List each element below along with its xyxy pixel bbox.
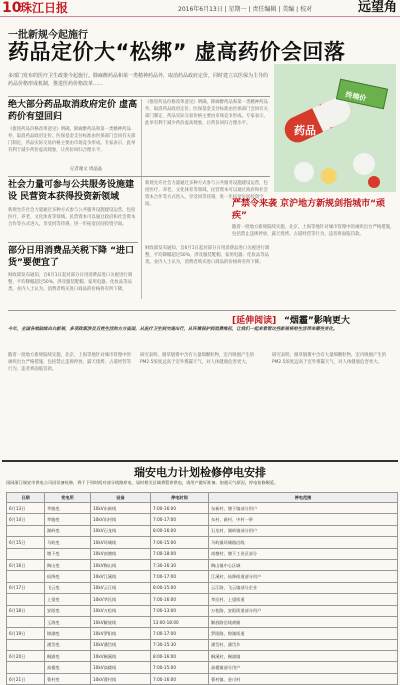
column-header: 设备	[91, 493, 151, 503]
table-cell: 10kV高楼线	[91, 662, 151, 673]
table-row	[7, 548, 398, 559]
table-cell	[7, 571, 45, 582]
table-cell: 湖岭变	[45, 525, 91, 536]
table-cell: 高楼变	[45, 662, 91, 673]
table-cell	[7, 662, 45, 673]
table-cell: 8:00-15:00	[151, 582, 209, 593]
table-cell: 10kV东新线	[91, 503, 151, 514]
table-cell: 仙降变	[45, 571, 91, 582]
table-cell: 上望变	[45, 594, 91, 605]
table-cell: 7:00-13:00	[151, 605, 209, 616]
table-cell: 飞云变	[45, 582, 91, 593]
table-cell: 7:00-16:00	[151, 673, 209, 684]
article-body-continued: 《推进药品价格改革意见》明确，除麻醉药品和第一类精神药品外，取消药品政府定价。医保基金支付标准由医保部门会同有关部门制定，药品实际交易价格主要由市场竞争形成。专家表示，此举有利于减少药价虚高现象，让药价回归合理水平。	[145, 100, 268, 126]
column-divider	[141, 99, 142, 299]
table-cell: 10kV陶山线	[91, 559, 151, 570]
table-row	[7, 537, 398, 548]
table-cell: 8:00-16:00	[151, 525, 209, 536]
table-cell: 10kV环城线	[91, 537, 151, 548]
pill-illustration	[274, 64, 396, 192]
table-cell	[7, 639, 45, 650]
table-cell	[7, 548, 45, 559]
table-row	[7, 582, 398, 593]
table-row	[7, 673, 398, 684]
column-header: 停电范围	[209, 493, 398, 503]
article-title: 社会力量可参与公共服务设施建设 民营资本获得投资新领域	[8, 180, 135, 202]
table-cell: 7:30-15:30	[151, 639, 209, 650]
article-body: 新规允许社会力量通过多种方式参与公共服务设施建设运营，包括医疗、养老、文化体育等领域。民营资本可以通过政府和社会资本合作等方式进入，享受同等待遇，进一步拓宽民间投资空间。	[8, 208, 136, 227]
table-row	[7, 503, 398, 514]
table-cell: 桐溪村、桐浦镇	[209, 651, 398, 662]
table-cell: 10kV罗阳线	[91, 628, 151, 639]
article-body: 随着一批地方新规陆续实施，北京、上海等地针对城市管理中的顽疾出台严格措施，包括禁止违规停放、露天烧烤、占道经营等行为，违者将面临罚款。	[232, 225, 395, 237]
extended-reading-title: “烟霾”影响更大	[284, 316, 350, 326]
table-cell: 6月15日	[7, 537, 45, 548]
divider	[8, 310, 396, 311]
table-cell: 6月14日	[7, 514, 45, 525]
table-cell: 7:00-17:00	[151, 628, 209, 639]
article-body-continued: 财政部发布通知，自6月1日起对部分日用消费品进口关税进行调整，平均降幅超过50%，涉及服装鞋帽、家用电器、化妆品等品类。业内人士认为，消费者购买进口商品的价格将有所下降。	[145, 246, 270, 265]
table-cell: 13:00-18:00	[151, 616, 209, 627]
outage-table-body	[7, 503, 398, 685]
table-cell	[7, 525, 45, 536]
power-outage-notice	[2, 460, 398, 682]
table-cell: 东村、新村、中村一带	[209, 514, 398, 525]
table-cell: 10kV石龙线	[91, 525, 151, 536]
table-cell: 7:00-16:00	[151, 503, 209, 514]
table-row	[7, 628, 398, 639]
notice-title: 瑞安电力计划检修停电安排	[134, 466, 266, 479]
table-cell: 10kV潘岱线	[91, 639, 151, 650]
article-body-continued: 新规允许社会力量通过多种方式参与公共服务设施建设运营，包括医疗、养老、文化体育等领域。民营资本可以通过政府和社会资本合作等方式进入，享受同等待遇，进一步拓宽民间投资空间。	[145, 181, 268, 207]
table-row	[7, 662, 398, 673]
table-row	[7, 616, 398, 627]
table-row	[7, 594, 398, 605]
column-header: 变电所	[45, 493, 91, 503]
table-cell: 罗阳路、锦湖街道	[209, 628, 398, 639]
table-cell: 南塘村、塘下工业区部分	[209, 548, 398, 559]
table-row	[7, 525, 398, 536]
table-cell: 莘塍变	[45, 514, 91, 525]
table-cell: 7:00-17:00	[151, 571, 209, 582]
table-cell: 潘岱村、潘岱乡	[209, 639, 398, 650]
table-cell: 安阳变	[45, 605, 91, 616]
table-cell: 东新村、塘下镇部分用户	[209, 503, 398, 514]
section-name: 远望角	[357, 0, 397, 15]
table-cell: 解放路沿线商铺	[209, 616, 398, 627]
divider	[8, 242, 138, 243]
table-cell: 莘塍变	[45, 503, 91, 514]
table-cell: 7:30-16:30	[151, 559, 209, 570]
column-header: 停电时间	[151, 493, 209, 503]
table-row	[7, 605, 398, 616]
table-cell: 玉海变	[45, 616, 91, 627]
table-cell: 6月20日	[7, 651, 45, 662]
extended-lead: 今年，全国各地陆续出台新规，多项政策涉及百姓生活的方方面面，从医疗卫生到交通出行，从环境保护到消费维权，让我们一起来看看这些新规将给生活带来哪些变化。	[8, 327, 338, 332]
table-cell: 10kV万松线	[91, 605, 151, 616]
table-row	[7, 571, 398, 582]
notice-intro: 国网浙江瑞安市供电公司因设备检修，将于下列时间对部分线路停电，届时相关区域将暂停供电，请用户做好准备。如遇天气原因，停电检修顺延。	[6, 480, 279, 485]
table-cell: 8:00-16:00	[151, 651, 209, 662]
table-cell: 6月17日	[7, 582, 45, 593]
table-cell: 曹村镇、金川村	[209, 673, 398, 684]
outage-table	[6, 492, 398, 685]
column-header: 日期	[7, 493, 45, 503]
table-cell: 10kV江溪线	[91, 571, 151, 582]
table-cell: 7:00-15:00	[151, 537, 209, 548]
extended-reading-tag: [延伸阅读]	[232, 316, 277, 326]
table-cell: 桐浦变	[45, 651, 91, 662]
table-cell: 陶山变	[45, 559, 91, 570]
table-cell: 云江路、飞云镇部分企业	[209, 582, 398, 593]
divider	[8, 176, 270, 177]
table-cell: 高楼镇部分用户	[209, 662, 398, 673]
table-cell: 陶山镇中心区域	[209, 559, 398, 570]
article-title: 严禁令来袭 京沪地方新规剑指城市“顽疾”	[232, 199, 386, 221]
table-row	[7, 639, 398, 650]
table-header-row	[7, 493, 398, 503]
date-line: 2016年6月13日 | 星期一 | 责任编辑 | 美编 | 校对	[178, 6, 313, 13]
table-cell: 7:00-17:00	[151, 514, 209, 525]
table-row	[7, 514, 398, 525]
table-cell: 6月13日	[7, 503, 45, 514]
table-cell: 10kV云江线	[91, 582, 151, 593]
page-header	[0, 0, 400, 17]
article-body: 研究表明，烟草烟雾中含有大量细颗粒物，室内吸烟产生的PM2.5浓度远高于室外雾霾天气，对人体健康危害更大。	[140, 353, 255, 365]
table-cell: 6月19日	[7, 628, 45, 639]
table-cell: 潘岱变	[45, 639, 91, 650]
table-cell: 7:00-16:00	[151, 594, 209, 605]
table-cell: 马屿变	[45, 537, 91, 548]
article-title: 绝大部分药品取消政府定价 虚高药价有望回归	[8, 100, 138, 122]
article-body: 财政部发布通知，自6月1日起对部分日用消费品进口关税进行调整，平均降幅超过50%，涉及服装鞋帽、家用电器、化妆品等品类。业内人士认为，消费者购买进口商品的价格将有所下降。	[8, 273, 133, 292]
article-byline: 记者谢文 周晶晶	[70, 167, 103, 172]
table-row	[7, 651, 398, 662]
table-cell: 莘民村、上望街道	[209, 594, 398, 605]
table-cell: 曹村变	[45, 673, 91, 684]
table-cell: 江溪村、仙降街道部分用户	[209, 571, 398, 582]
table-cell: 10kV解放线	[91, 616, 151, 627]
paper-name: 珠江日报	[20, 1, 69, 15]
table-cell: 10kV曹村线	[91, 673, 151, 684]
table-cell: 6月21日	[7, 673, 45, 684]
table-cell: 塘下变	[45, 548, 91, 559]
table-cell: 万松路、安阳街道部分用户	[209, 605, 398, 616]
table-cell: 石龙村、湖岭镇部分用户	[209, 525, 398, 536]
article-body: 随着一批地方新规陆续实施，北京、上海等地针对城市管理中的顽疾出台严格措施，包括禁止违规停放、露天烧烤、占道经营等行为，违者将面临罚款。	[8, 353, 131, 372]
table-cell: 马屿镇环城路沿线	[209, 537, 398, 548]
table-row	[7, 559, 398, 570]
terminal-price-label: 终端价	[344, 90, 367, 103]
lead-headline: 药品定价大“松绑” 虚高药价会回落	[8, 40, 346, 64]
table-cell: 10kV南塘线	[91, 548, 151, 559]
page-number: 10	[2, 0, 22, 16]
table-cell: 7:00-15:00	[151, 662, 209, 673]
lead-kicker: 一批新规今起施行	[8, 30, 88, 41]
article-title: 部分日用消费品关税下降 “进口货”要便宜了	[8, 246, 135, 268]
table-cell: 10kV东村线	[91, 514, 151, 525]
table-cell: 6月16日	[7, 559, 45, 570]
drug-price-photo	[274, 64, 396, 192]
drug-label: 药品	[294, 124, 316, 137]
article-body: 《推进药品价格改革意见》明确，除麻醉药品和第一类精神药品外，取消药品政府定价。医保基金支付标准由医保部门会同有关部门制定，药品实际交易价格主要由市场竞争形成。专家表示，此举有利于减少药价虚高现象，让药价回归合理水平。	[8, 127, 136, 153]
divider	[8, 96, 270, 97]
table-cell	[7, 594, 45, 605]
table-cell: 10kV桐溪线	[91, 651, 151, 662]
lead-intro: 多部门发布的医疗卫生政策今起施行。除麻醉药品和第一类精神药品外，取消药品政府定价，同时建立以医保为主导的药品价格形成机制，推进医药价格改革……	[8, 73, 269, 87]
table-cell: 锦湖变	[45, 628, 91, 639]
article-body: 研究表明，烟草烟雾中含有大量细颗粒物，室内吸烟产生的PM2.5浓度远高于室外雾霾天气，对人体健康危害更大。	[272, 353, 387, 365]
table-cell: 7:00-18:00	[151, 548, 209, 559]
table-cell: 6月18日	[7, 605, 45, 616]
table-cell	[7, 616, 45, 627]
table-cell: 10kV莘民线	[91, 594, 151, 605]
